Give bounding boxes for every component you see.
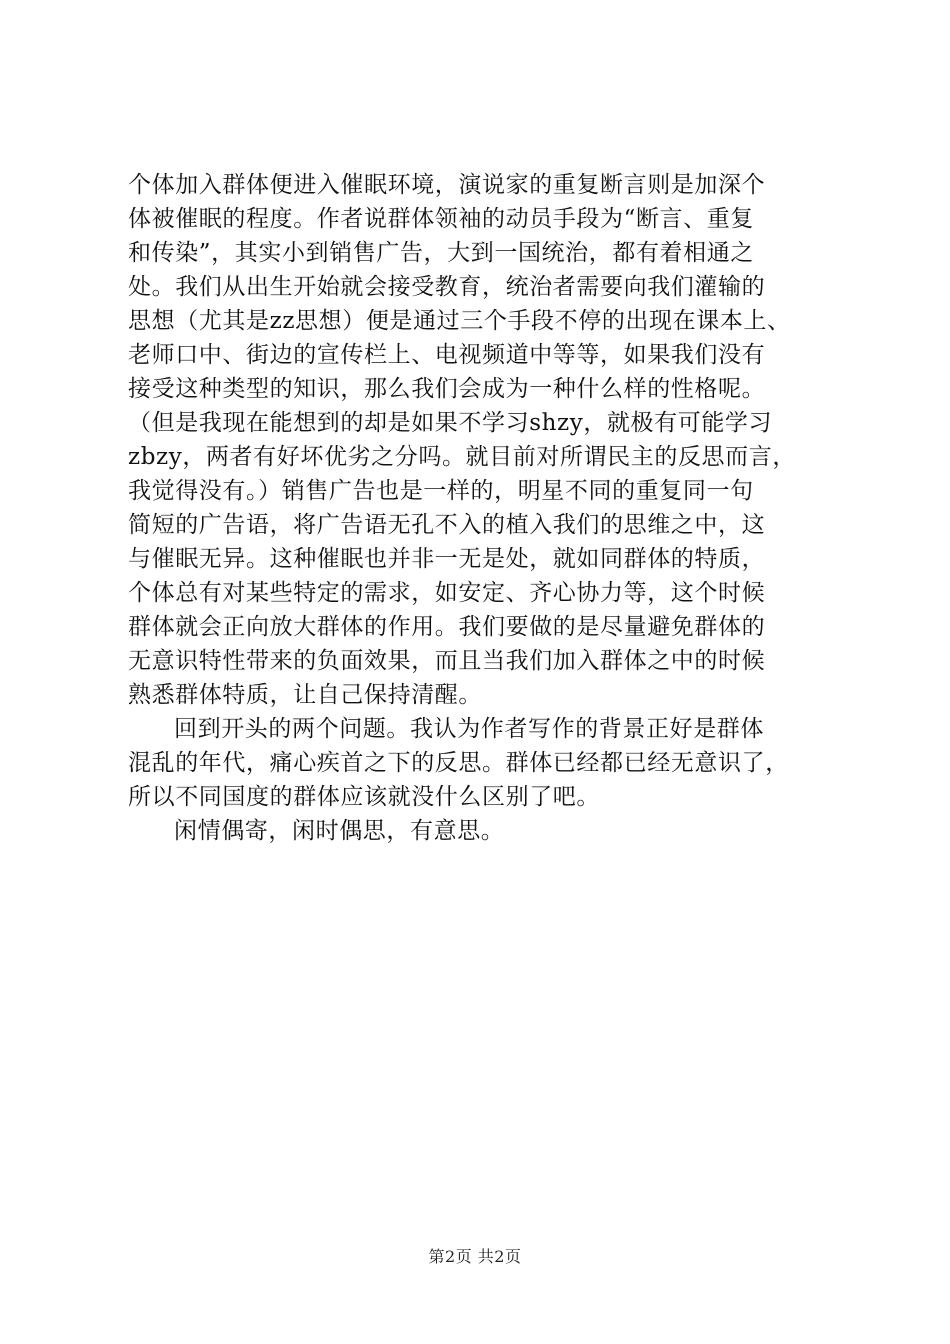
- text-line: 简短的广告语，将广告语无孔不入的植入我们的思维之中，这: [128, 512, 766, 538]
- text-line: 与催眠无异。这种催眠也并非一无是处，就如同群体的特质，: [128, 546, 766, 572]
- text-line: zbzy，两者有好坏优劣之分吗。就目前对所谓民主的反思而言，: [128, 444, 796, 470]
- text-line: 个体加入群体便进入催眠环境，演说家的重复断言则是加深个: [128, 172, 766, 198]
- paragraph: [128, 168, 848, 712]
- document-body: [128, 168, 848, 848]
- text-line: 回到开头的两个问题。我认为作者写作的背景正好是群体: [174, 716, 764, 742]
- text-line: 思想（尤其是zz思想）便是通过三个手段不停的出现在课本上、: [128, 308, 791, 334]
- text-line: 我觉得没有。）销售广告也是一样的，明星不同的重复同一句: [128, 478, 754, 504]
- text-line: 群体就会正向放大群体的作用。我们要做的是尽量避免群体的: [128, 614, 766, 640]
- text-line: 无意识特性带来的负面效果，而且当我们加入群体之中的时候: [128, 648, 766, 674]
- text-line: 处。我们从出生开始就会接受教育，统治者需要向我们灌输的: [128, 274, 766, 300]
- paragraph: [128, 712, 848, 814]
- text-line: 和传染”，其实小到销售广告，大到一国统治，都有着相通之: [128, 240, 754, 266]
- text-line: 所以不同国度的群体应该就没什么区别了吧。: [128, 784, 600, 810]
- text-line: （但是我现在能想到的却是如果不学习shzy，就极有可能学习: [128, 410, 773, 436]
- text-line: 混乱的年代，痛心疾首之下的反思。群体已经都已经无意识了，: [128, 750, 789, 776]
- text-line: 闲情偶寄，闲时偶思，有意思。: [174, 818, 505, 844]
- paragraph: [128, 814, 848, 848]
- text-line: 熟悉群体特质，让自己保持清醒。: [128, 682, 482, 708]
- text-line: 个体总有对某些特定的需求，如安定、齐心协力等，这个时候: [128, 580, 766, 606]
- text-line: 体被催眠的程度。作者说群体领袖的动员手段为“断言、重复: [128, 206, 754, 232]
- page-number-footer: 第2页 共2页: [428, 1247, 522, 1266]
- text-line: 老师口中、街边的宣传栏上、电视频道中等等，如果我们没有: [128, 342, 766, 368]
- text-line: 接受这种类型的知识，那么我们会成为一种什么样的性格呢。: [128, 376, 766, 402]
